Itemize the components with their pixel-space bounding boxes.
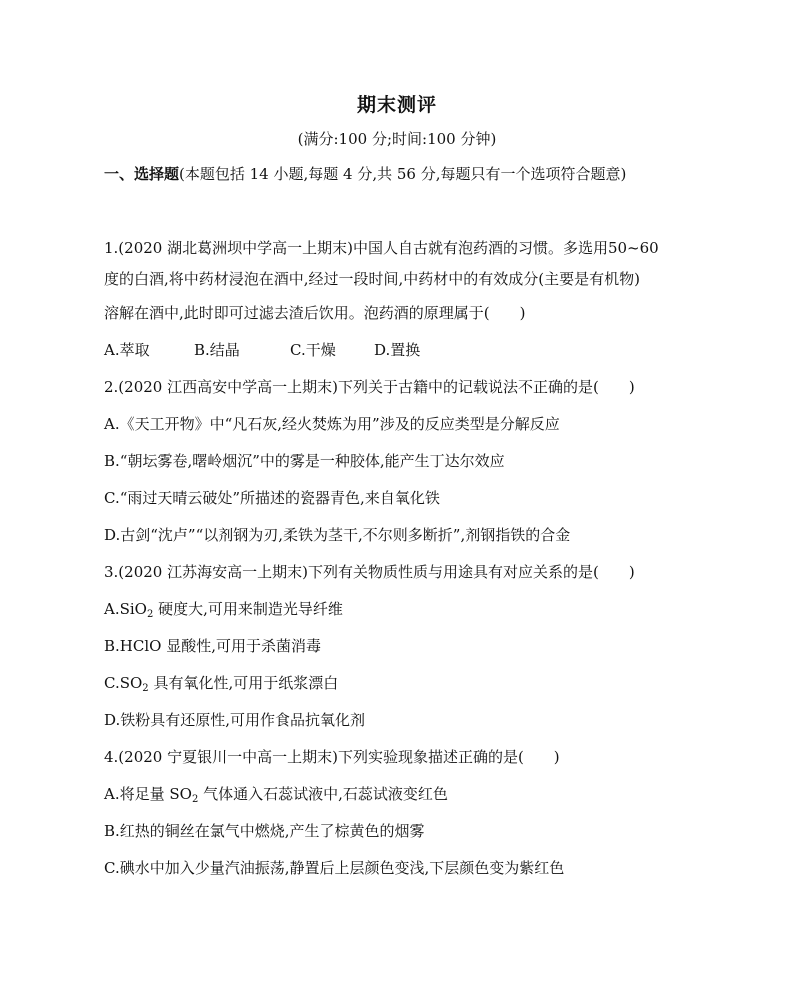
exam-info: (满分:100 分;时间:100 分钟) [297, 130, 497, 148]
question-1-stem-line: 度的白酒,将中药材浸泡在酒中,经过一段时间,中药材中的有效成分(主要是有机物) [104, 270, 641, 288]
option-c [104, 665, 704, 702]
option-c-subscript: 2 [142, 683, 149, 694]
question-4 [104, 739, 704, 887]
question-3 [104, 554, 704, 739]
option-b: B.HClO 显酸性,可用于杀菌消毒 [104, 637, 321, 655]
option-a: A.萃取 [104, 341, 150, 359]
option-a-text: 硬度大,可用来制造光导纤维 [153, 600, 343, 618]
option-a-subscript: 2 [191, 794, 199, 805]
option-a-formula: A.将足量 SO [104, 785, 192, 803]
question-3-stem: 3.(2020 江苏海安高一上期末)下列有关物质性质与用途具有对应关系的是( ) [104, 563, 635, 581]
question-1-stem-line: 溶解在酒中,此时即可过滤去渣后饮用。泡药酒的原理属于( ) [104, 304, 526, 322]
question-list [104, 233, 704, 887]
option-a [104, 591, 704, 628]
question-1-options [104, 332, 704, 369]
section-title: 一、选择题 [104, 165, 180, 183]
option-b: B.红热的铜丝在氯气中燃烧,产生了棕黄色的烟雾 [104, 822, 425, 840]
option-b: B.结晶 [194, 341, 240, 359]
option-c: C.干燥 [290, 341, 336, 359]
question-2-stem: 2.(2020 江西高安中学高一上期末)下列关于古籍中的记载说法不正确的是( ) [104, 378, 635, 396]
option-d: D.铁粉具有还原性,可用作食品抗氧化剂 [104, 711, 366, 729]
question-4-stem: 4.(2020 宁夏银川一中高一上期末)下列实验现象描述正确的是( ) [104, 748, 560, 766]
option-c: C.碘水中加入少量汽油振荡,静置后上层颜色变浅,下层颜色变为紫红色 [104, 859, 565, 877]
option-c: C.“雨过天晴云破处”所描述的瓷器青色,来自氧化铁 [104, 489, 440, 507]
option-a-formula: A.SiO [104, 600, 147, 618]
section-heading [104, 163, 724, 184]
option-d: D.古剑“沈卢”“以剂钢为刃,柔铁为茎干,不尔则多断折”,剂钢指铁的合金 [104, 526, 571, 544]
option-a [104, 776, 704, 813]
question-1-stem-line: 1.(2020 湖北葛洲坝中学高一上期末)中国人自古就有泡药酒的习惯。多选用50~60 [104, 239, 659, 257]
option-c-text: 具有氧化性,可用于纸浆漂白 [148, 674, 339, 692]
question-1 [104, 233, 704, 369]
option-a-subscript: 2 [146, 609, 154, 620]
option-d: D.置换 [374, 341, 421, 359]
option-a-text: 气体通入石蕊试液中,石蕊试液变红色 [198, 785, 448, 803]
question-2 [104, 369, 704, 554]
option-b: B.“朝坛雾卷,曙岭烟沉”中的雾是一种胶体,能产生丁达尔效应 [104, 452, 505, 470]
section-note: (本题包括 14 小题,每题 4 分,共 56 分,每题只有一个选项符合题意) [179, 165, 627, 183]
option-c-formula: C.SO [104, 674, 143, 692]
option-a: A.《天工开物》中“凡石灰,经火焚炼为用”涉及的反应类型是分解反应 [104, 415, 560, 433]
page-title: 期末测评 [356, 94, 437, 116]
